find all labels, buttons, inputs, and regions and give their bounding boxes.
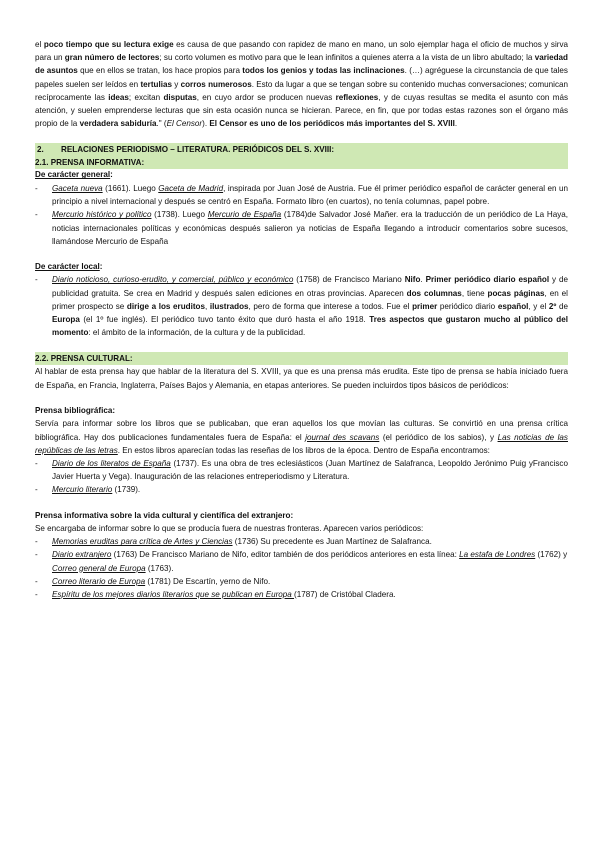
list-item: - Memorias eruditas para crítica de Artes y Ciencias (1736) Su precedente es Juan Martínez de Salafranca. bbox=[35, 537, 432, 547]
biblio-paragraph: Servía para informar sobre los libros que se publicaban, que eran aquellos los que movían las culturas. Se convirtió en una prensa crítica bibliográfica. Hay dos publicaciones fundamentales fuera de España: el journal des scavans (el periódico de los sabios), y Las noticias de las repúblicas de las letras. En estos libros aparecían todas las reseñas de los libros de la época. Dentro de España encontramos: bbox=[35, 419, 568, 455]
spacer bbox=[35, 392, 568, 405]
document-page bbox=[35, 38, 568, 601]
spacer bbox=[35, 339, 568, 352]
list-item: - Mercurio literario (1739). bbox=[35, 485, 141, 495]
spacer bbox=[35, 130, 568, 143]
extranjero-heading: Prensa informativa sobre la vida cultural y científica del extranjero: bbox=[35, 510, 294, 520]
local-heading: De carácter local: bbox=[35, 261, 103, 271]
list-item: - Diario extranjero (1763) De Francisco Mariano de Nifo, editor también de dos periódicos anteriores en esta línea: La estafa de Londres (1762) y Correo general de Europa (1763). bbox=[35, 550, 568, 573]
biblio-heading: Prensa bibliográfica: bbox=[35, 405, 116, 415]
extranjero-list bbox=[35, 535, 568, 601]
section-2-heading: 2. RELACIONES PERIODISMO – LITERATURA. PERIÓDICOS DEL S. XVIII: bbox=[35, 143, 568, 156]
cultural-intro-paragraph: Al hablar de esta prensa hay que hablar de la literatura del S. XVIII, ya que es una prensa más erudita. Este tipo de prensa se había iniciado fuera de España, en Francia, Inglaterra, Países Bajos y Alemania, en etapas anteriores. Se pueden incluirdos tipos básicos de periódicos: bbox=[35, 367, 568, 390]
general-list bbox=[35, 182, 568, 248]
intro-quote-paragraph: el poco tiempo que su lectura exige es causa de que pasando con rapidez de mano en mano, un solo ejemplar haga el oficio de muchos y sirva para un gran número de lectores; su corto volumen es motivo para que le lean infinitos a quienes aterra a la vista de un libro abultado; la variedad de asuntos que en ellos se tratan, los hace propios para todos los genios y todas las inclinaciones. (…) agréguese la circunstancia de que tales papeles suelen ser leídos en tertulias y corros numerosos. Esto da lugar a que se tengan sobre su contenido muchas conversaciones; comunican recíprocamente las ideas; excitan disputas, en cuyo ardor se producen nuevas reflexiones, y de cuyas resultas se medita el asunto con más atención, y suelen emprenderse lecturas que sin esta ocasión nunca se hicieran. Parece, en fin, que por todas estas razones son el órgano más propio de la verdadera sabiduría." (El Censor). El Censor es uno de los periódicos más importantes del S. XVIII. bbox=[35, 40, 569, 129]
list-item: - Mercurio histórico y político (1738). Luego Mercurio de España (1784)de Salvador José Mañer. era la traducción de un periódico de La Haya, noticias internacionales políticas y económicas después salieron ya noticias de España llegando a introducir comentarios sobre sucesos, llamándose Mercurio de España bbox=[35, 210, 568, 246]
general-heading: De carácter general: bbox=[35, 170, 113, 180]
local-list bbox=[35, 273, 568, 339]
section-2-2-heading: 2.2. PRENSA CULTURAL: bbox=[35, 352, 568, 365]
list-item: - Diario noticioso, curioso-erudito, y comercial, público y económico (1758) de Francisco Mariano Nifo. Primer periódico diario español y de publicidad gratuita. Se crea en Madrid y después salen ediciones en otras provincias. Aparecen dos columnas, tiene pocas páginas, en el primer prospecto se dirige a los eruditos, ilustrados, pero de forma que interese a todos. Fue el primer periódico diario español, y el 2º de Europa (el 1º fue inglés). El periódico tuvo tanto éxito que duró hasta el año 1918. Tres aspectos que gustaron mucho al público del momento: el ámbito de la información, de la cultura y de la publicidad. bbox=[35, 275, 568, 338]
section-2-1-heading: 2.1. PRENSA INFORMATIVA: bbox=[35, 156, 568, 169]
list-item: - Espíritu de los mejores diarios literarios que se publican en Europa (1787) de Cristóbal Cladera. bbox=[35, 590, 396, 600]
list-item: - Diario de los literatos de España (1737). Es una obra de tres eclesiásticos (Juan Martínez de Salafranca, Leopoldo Jerónimo Puig yFrancisco Javier Huerta y Vega). Inauguración de las relaciones entreperiodismo y Literatura. bbox=[35, 458, 568, 482]
spacer bbox=[35, 497, 568, 510]
list-item: - Correo literario de Europa (1781) De Escartín, yerno de Nifo. bbox=[35, 576, 271, 586]
list-item: - Gaceta nueva (1661). Luego Gaceta de Madrid, inspirada por Juan José de Austria. Fue él primer periódico español de carácter general en un principio a nivel internacional y después se centró en España. Formato libro (en cuartos), no tenía columnas, papel pobre. bbox=[35, 183, 568, 207]
spacer bbox=[35, 248, 568, 261]
biblio-list bbox=[35, 457, 568, 497]
extranjero-intro: Se encargaba de informar sobre lo que se producía fuera de nuestras fronteras. Aparecen varios periódicos: bbox=[35, 524, 424, 534]
